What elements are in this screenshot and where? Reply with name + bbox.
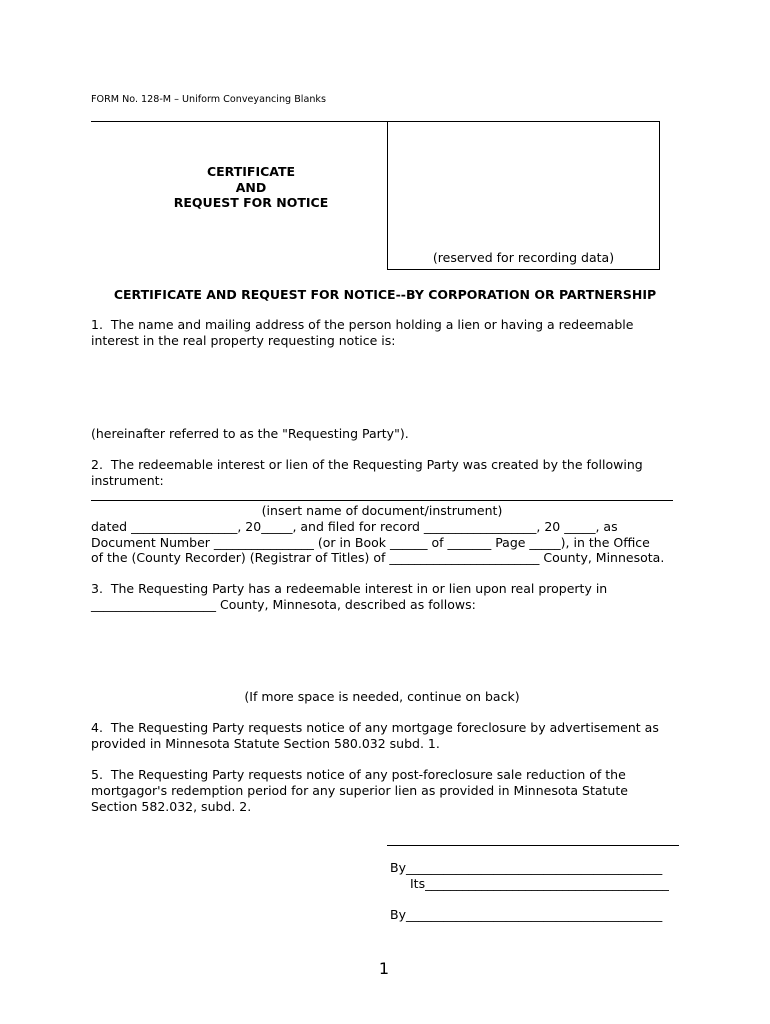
form-label: FORM No. 128-M – Uniform Conveyancing Blanks [91,94,326,105]
para3-line1: 3. The Requesting Party has a redeemable interest in or lien upon real property in [91,581,608,596]
para1-line1: 1. The name and mailing address of the person holding a lien or having a redeemable [91,317,634,332]
more-space-note: (If more space is needed, continue on back) [244,689,520,704]
page-number: 1 [378,959,390,978]
signature-by-1[interactable]: By_________________________________________ [390,860,663,875]
instrument-name-blank[interactable] [91,500,673,501]
para4-line1: 4. The Requesting Party requests notice of any mortgage foreclosure by advertisement as [91,720,659,735]
title-line-1: CERTIFICATE [206,164,296,179]
header-rule [91,121,387,122]
signature-name-line[interactable] [387,845,679,846]
signature-by-2[interactable]: By_________________________________________ [390,907,663,922]
para4-line2: provided in Minnesota Statute Section 580.032 subd. 1. [91,736,440,751]
requesting-party-note: (hereinafter referred to as the "Requesting Party"). [91,426,409,441]
para2-line1: 2. The redeemable interest or lien of the Requesting Party was created by the following [91,457,643,472]
para3-line2: ____________________ County, Minnesota, described as follows: [91,597,476,612]
para2-line2: instrument: [91,473,164,488]
title-line-3: REQUEST FOR NOTICE [173,195,329,210]
recording-data-label: (reserved for recording data) [432,250,615,265]
para2-dated-line: dated _________________, 20_____, and filed for record __________________, 20 _____, as [91,519,618,534]
para5-line3: Section 582.032, subd. 2. [91,799,252,814]
para2-office-line: of the (County Recorder) (Registrar of Titles) of ________________________ County, Minnesota. [91,550,665,565]
para2-document-line: Document Number ________________ (or in Book ______ of _______ Page _____), in the Office [91,535,650,550]
para5-line1: 5. The Requesting Party requests notice of any post-foreclosure sale reduction of the [91,767,626,782]
form-heading: CERTIFICATE AND REQUEST FOR NOTICE--BY CORPORATION OR PARTNERSHIP [113,287,657,302]
para5-line2: mortgagor's redemption period for any superior lien as provided in Minnesota Statute [91,783,628,798]
para1-line2: interest in the real property requesting notice is: [91,333,396,348]
instrument-name-label: (insert name of document/instrument) [261,503,503,518]
signature-its[interactable]: Its_______________________________________ [410,876,669,891]
title-line-2: AND [235,180,267,195]
recording-data-box [387,121,660,270]
